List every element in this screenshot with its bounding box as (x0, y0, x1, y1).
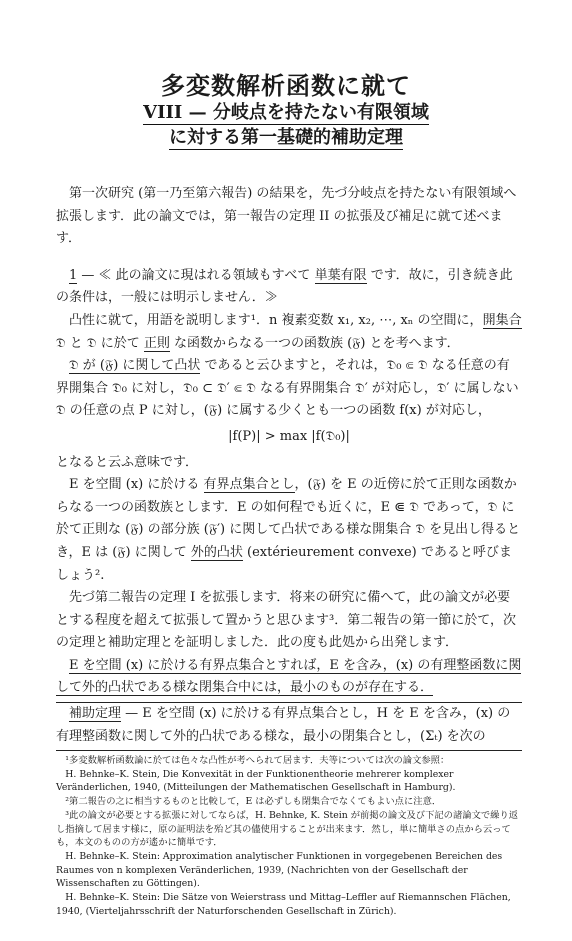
subtitle-line-2: に対する第一基礎的補助定理 (169, 127, 403, 148)
ext-text-c: (extérieurement convexe) であると呼びましょう². (56, 544, 512, 583)
convexity-text-a: 凸性に就て，用語を説明します¹．n 複素変数 x₁, x₂, ⋯, xₙ の空間に， (69, 312, 483, 328)
paper-subtitle (0, 100, 572, 150)
term-open-set: 開集合 (482, 312, 522, 328)
extension-paragraph: 先づ第二報告の定理 I を拡張します．将来の研究に備へて，此の論文が必要とする程度を超えて拡張して置かうと思ひます³．第二報告の第一節に於て，次の定理と補助定理とを証明しました．此の度も此処から出発します． (56, 590, 516, 651)
intro-paragraph: 第一次研究 (第一乃至第六報告) の結果を，先づ分岐点を持たない有限領域へ拡張します．此の論文では，第一報告の定理 II の拡張及び補足に就て述べます． (56, 186, 517, 247)
term-convex: 𝔇 が (𝔉) に関して凸状 (69, 358, 201, 374)
external-convex-paragraph (56, 474, 522, 587)
term-tanyou-yugen: 単葉有限 (314, 267, 367, 283)
section-number: 1 (69, 267, 78, 283)
footnote-3-ref-b: H. Behnke–K. Stein: Die Sätze von Weierstrass und Mittag–Leffler auf Riemannschen Flächen, 1940, (Vierteljahrsschrift der Naturforschenden Gesellschaft in Zürich). (56, 892, 511, 917)
paper-title: 多変数解析函数に就て (161, 71, 411, 100)
theorem-statement (56, 655, 522, 703)
theorem-text: E を空間 (x) に於ける有界点集合とすれば，E を含み，(x) の有理整函数に関して外的凸状である様な閉集合中には，最小のものが存在する． (56, 657, 522, 696)
convexity-text-b: 𝔇 と 𝔇 に於て (56, 335, 144, 351)
term-regular: 正則 (143, 335, 170, 351)
convexity-text-c: な函数からなる一つの函数族 (𝔉) とを考へます． (169, 335, 460, 351)
convexity-paragraph (56, 310, 522, 355)
footnotes (56, 754, 522, 918)
footnote-3-ref-a: H. Behnke–K. Stein: Approximation analytischer Funktionen in vorgegebenen Bereichen des Raumes von n komplexen Veränderlichen, 1939, (Nachrichten von der Gesellschaft der Wissenschaften zu Göttingen). (56, 850, 503, 890)
ext-text-b: ，(𝔉) を E の近傍に於て正則な函数からなる一つの函数族とします．E の如何程でも近くに，E ⋐ 𝔇 であって，𝔇 に於て正則な (𝔉) の部分族 (𝔉′) に関して凸状である様な開集合 𝔇 を見出し得るとき，E は (𝔉) に関して (56, 477, 521, 560)
definition-paragraph (56, 355, 522, 423)
lemma-statement (56, 703, 522, 748)
term-bounded-set: 有界点集合とし (203, 477, 295, 493)
paper-body (56, 183, 522, 748)
footnote-2: ²第二報告の之に相当するものと比較して，E は必ずしも閉集合でなくてもよい点に注意． (65, 796, 442, 808)
footnote-1-ref: H. Behnke–K. Stein, Die Konvexität in der Funktionentheorie mehrerer komplexer Veränderlichen, 1940, (Mitteilungen der Mathematischen Gesellschaft in Hamburg). (56, 768, 456, 794)
meaning-paragraph: となると云ふ意味です． (56, 454, 198, 470)
footnote-3: ³此の論文が必要とする拡張に対してならば，H. Behnke, K. Stein が前掲の論文及び下記の諸論文で繰り返し指摘して居ます様に，原の証明法を殆ど其の儘使用することが出来ます．然し，単に簡単さの点から云っても，本文のものの方が遙かに簡単です． (56, 809, 519, 849)
definition-text: であると云ひますと，それは，𝔇₀ ⋐ 𝔇 なる任意の有界開集合 𝔇₀ に対し，𝔇₀ ⊂ 𝔇′ ⋐ 𝔇 なる有界開集合 𝔇′ が対応し，𝔇′ に属しない 𝔇 の任意の点 P に対し，(𝔉) に属する少くとも一つの函数 f(x) が対応し， (56, 358, 519, 419)
section-1-text-b: です．故に，引き続き此の条件は，一般には明示しません．≫ (56, 267, 513, 306)
lemma-text: — E を空間 (x) に於ける有界点集合とし，H を E を含み，(x) の有理整函数に関して外的凸状である様な，最小の閉集合とし，(Σₜ) を次の (56, 706, 511, 744)
formula: |f(P)| > max |f(𝔇₀)| (228, 428, 350, 444)
ext-text-a: E を空間 (x) に於ける (69, 477, 204, 493)
footnote-divider (56, 750, 522, 751)
section-1-paragraph (56, 265, 522, 310)
footnote-1: ¹多変数解析函数論に於ては色々な凸性が考へられて居ます．夫等については次の論文参照： (65, 755, 450, 766)
term-lemma: 補助定理 (69, 706, 122, 722)
section-1-text-a: — ≪ 此の論文に現はれる領域もすべて (77, 267, 315, 283)
subtitle-line-1: VIII — 分岐点を持たない有限領域 (143, 102, 429, 123)
term-external-convex: 外的凸状 (190, 544, 243, 560)
